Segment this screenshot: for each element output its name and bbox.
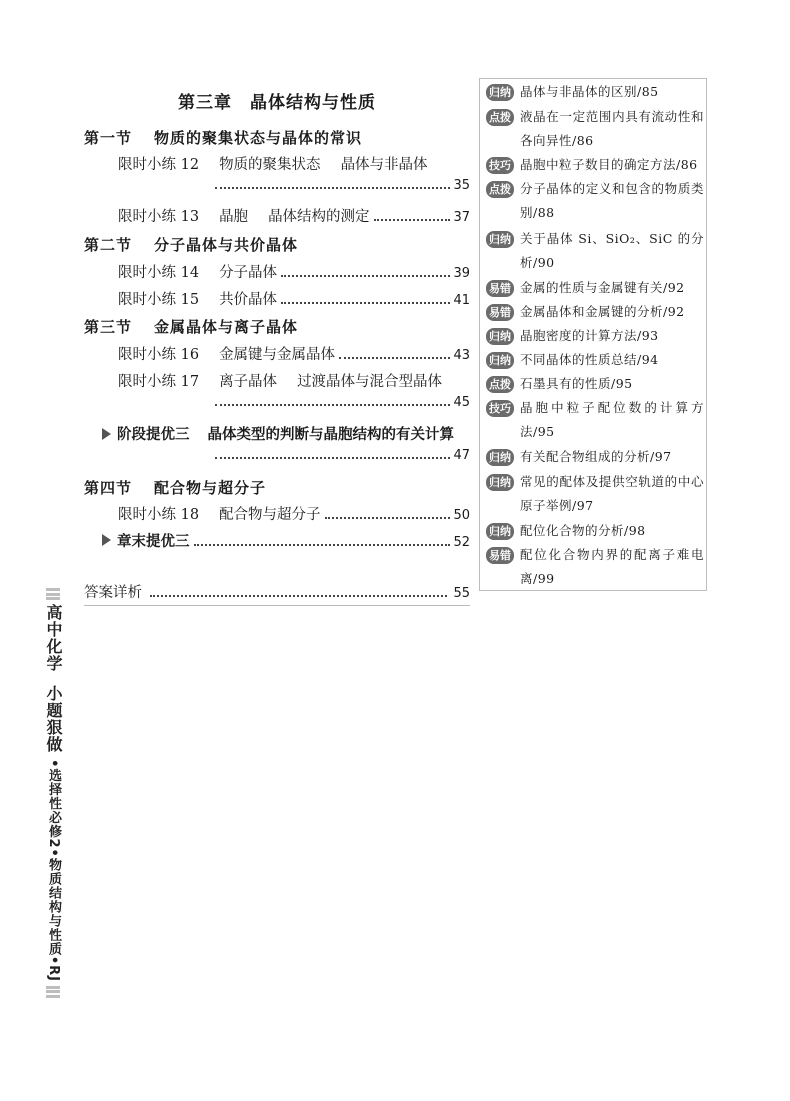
dot-leader: [281, 275, 450, 277]
toc-entry-17[interactable]: [118, 370, 470, 391]
toc-entry-17-leader[interactable]: [215, 395, 470, 410]
section-label: 第三节: [84, 318, 133, 336]
page-number: 45: [453, 395, 470, 410]
tip-tag-badge: 点拨: [486, 376, 514, 393]
chapter-review-label: 章末提优三: [117, 533, 190, 550]
toc-entry-12[interactable]: [118, 153, 470, 174]
toc-entry-13[interactable]: [118, 205, 470, 226]
page-number: 35: [453, 178, 470, 193]
stage-review-title: 晶体类型的判断与晶胞结构的有关计算: [207, 426, 454, 443]
dot-leader: [150, 595, 447, 597]
book-spine: [44, 588, 62, 998]
tip-item: [486, 445, 704, 469]
page-number: 37: [453, 210, 470, 225]
exercise-title: 金属键与金属晶体: [219, 347, 336, 363]
tip-item: [486, 105, 704, 153]
exercise-title: 配合物与超分子: [219, 507, 321, 523]
section-name: 金属晶体与离子晶体: [154, 318, 299, 336]
tip-tag-badge: 归纳: [486, 523, 514, 540]
section-heading-2: [84, 234, 298, 255]
chapter-title: 第三章 晶体结构与性质: [178, 93, 376, 113]
section-name: 配合物与超分子: [154, 479, 267, 497]
tip-item: [486, 372, 704, 396]
page-number: 47: [453, 448, 470, 463]
tip-item: [486, 543, 704, 591]
tip-tag-badge: 点拨: [486, 109, 514, 126]
spine-decoration: [46, 986, 60, 998]
chapter-review-entry[interactable]: [102, 530, 470, 551]
triangle-marker-icon: [102, 534, 111, 546]
spine-decoration: [46, 588, 60, 600]
exercise-title-2: 过渡晶体与混合型晶体: [297, 374, 443, 390]
tip-text: 晶胞中粒子数目的确定方法/86: [520, 157, 698, 172]
dot-leader: [374, 219, 451, 221]
tip-item: [486, 300, 704, 324]
tip-text: 配位化合物内界的配离子难电离/99: [520, 547, 704, 586]
dot-leader: [281, 302, 450, 304]
page-number: 52: [453, 535, 470, 550]
tip-text: 常见的配体及提供空轨道的中心原子举例/97: [520, 474, 704, 513]
section-label: 第一节: [84, 129, 133, 147]
section-heading-3: [84, 316, 298, 337]
tip-tag-badge: 归纳: [486, 474, 514, 491]
exercise-title: 晶胞: [219, 209, 249, 225]
stage-review-label: 阶段提优三: [117, 426, 190, 443]
page-number: 50: [453, 508, 470, 523]
tip-text: 石墨具有的性质/95: [520, 376, 633, 391]
exercise-title-2: 晶体结构的测定: [268, 209, 370, 225]
tip-text: 晶体与非晶体的区别/85: [520, 84, 659, 99]
section-label: 第四节: [84, 479, 133, 497]
triangle-marker-icon: [102, 428, 111, 440]
stage-review-leader[interactable]: [215, 448, 470, 463]
tip-tag-badge: 易错: [486, 547, 514, 564]
dot-leader: [215, 187, 450, 189]
section-name: 物质的聚集状态与晶体的常识: [154, 129, 363, 147]
tip-tag-badge: 归纳: [486, 84, 514, 101]
tip-text: 有关配合物组成的分析/97: [520, 449, 672, 464]
tip-tag-badge: 技巧: [486, 400, 514, 417]
tip-text: 晶胞密度的计算方法/93: [520, 328, 659, 343]
exercise-label: 限时小练 17: [118, 374, 200, 390]
page-number: 43: [453, 348, 470, 363]
page-number: 41: [453, 293, 470, 308]
exercise-label: 限时小练 18: [118, 507, 200, 523]
answers-label: 答案详析: [84, 585, 142, 601]
tip-item: [486, 276, 704, 300]
toc-entry-18[interactable]: [118, 503, 470, 524]
dot-leader: [215, 457, 450, 459]
tip-item: [486, 80, 704, 104]
tip-tag-badge: 归纳: [486, 352, 514, 369]
tip-tag-badge: 点拨: [486, 181, 514, 198]
tip-item: [486, 519, 704, 543]
section-label: 第二节: [84, 236, 133, 254]
exercise-title: 共价晶体: [219, 292, 278, 308]
spine-volume: •选择性必修2•物质结构与性质•RJ: [46, 759, 61, 982]
stage-review-entry[interactable]: [102, 423, 454, 444]
tip-tag-badge: 归纳: [486, 449, 514, 466]
toc-entry-16[interactable]: [118, 343, 470, 364]
tip-tag-badge: 易错: [486, 304, 514, 321]
exercise-label: 限时小练 14: [118, 265, 200, 281]
dot-leader: [215, 404, 450, 406]
section-name: 分子晶体与共价晶体: [154, 236, 299, 254]
tip-tag-badge: 易错: [486, 280, 514, 297]
tip-item: [486, 177, 704, 225]
page-number: 39: [453, 266, 470, 281]
section-heading-4: [84, 477, 266, 498]
divider: [84, 605, 470, 606]
tip-item: [486, 324, 704, 348]
toc-entry-12-leader[interactable]: [215, 178, 470, 193]
exercise-label: 限时小练 13: [118, 209, 200, 225]
tip-text: 不同晶体的性质总结/94: [520, 352, 659, 367]
dot-leader: [194, 544, 451, 546]
tip-item: [486, 227, 704, 275]
tip-item: [486, 348, 704, 372]
spine-title: [44, 604, 62, 982]
tip-text: 配位化合物的分析/98: [520, 523, 646, 538]
tip-text: 金属晶体和金属键的分析/92: [520, 304, 685, 319]
spine-series: 小题狠做: [44, 684, 63, 753]
tips-box: [479, 78, 707, 591]
tip-text: 分子晶体的定义和包含的物质类别/88: [520, 181, 704, 220]
exercise-label: 限时小练 15: [118, 292, 200, 308]
tip-text: 液晶在一定范围内具有流动性和各向异性/86: [520, 109, 704, 148]
exercise-label: 限时小练 12: [118, 157, 200, 173]
tip-text: 晶胞中粒子配位数的计算方法/95: [520, 400, 704, 439]
tip-tag-badge: 技巧: [486, 157, 514, 174]
page-number: 55: [453, 586, 470, 601]
tip-item: [486, 153, 704, 177]
tip-item: [486, 396, 704, 444]
toc-entry-15[interactable]: [118, 288, 470, 309]
exercise-label: 限时小练 16: [118, 347, 200, 363]
answers-entry[interactable]: [84, 581, 470, 602]
tip-text: 金属的性质与金属键有关/92: [520, 280, 685, 295]
spine-book: 高中化学: [44, 604, 63, 672]
exercise-title-2: 晶体与非晶体: [340, 157, 428, 173]
section-heading-1: [84, 127, 362, 148]
exercise-title: 分子晶体: [219, 265, 278, 281]
toc-entry-14[interactable]: [118, 261, 470, 282]
exercise-title: 离子晶体: [219, 374, 278, 390]
tip-tag-badge: 归纳: [486, 231, 514, 248]
dot-leader: [339, 357, 450, 359]
tip-item: [486, 470, 704, 518]
tip-text: 关于晶体 Si、SiO₂、SiC 的分析/90: [520, 231, 704, 270]
tip-tag-badge: 归纳: [486, 328, 514, 345]
dot-leader: [325, 517, 451, 519]
exercise-title: 物质的聚集状态: [219, 157, 321, 173]
